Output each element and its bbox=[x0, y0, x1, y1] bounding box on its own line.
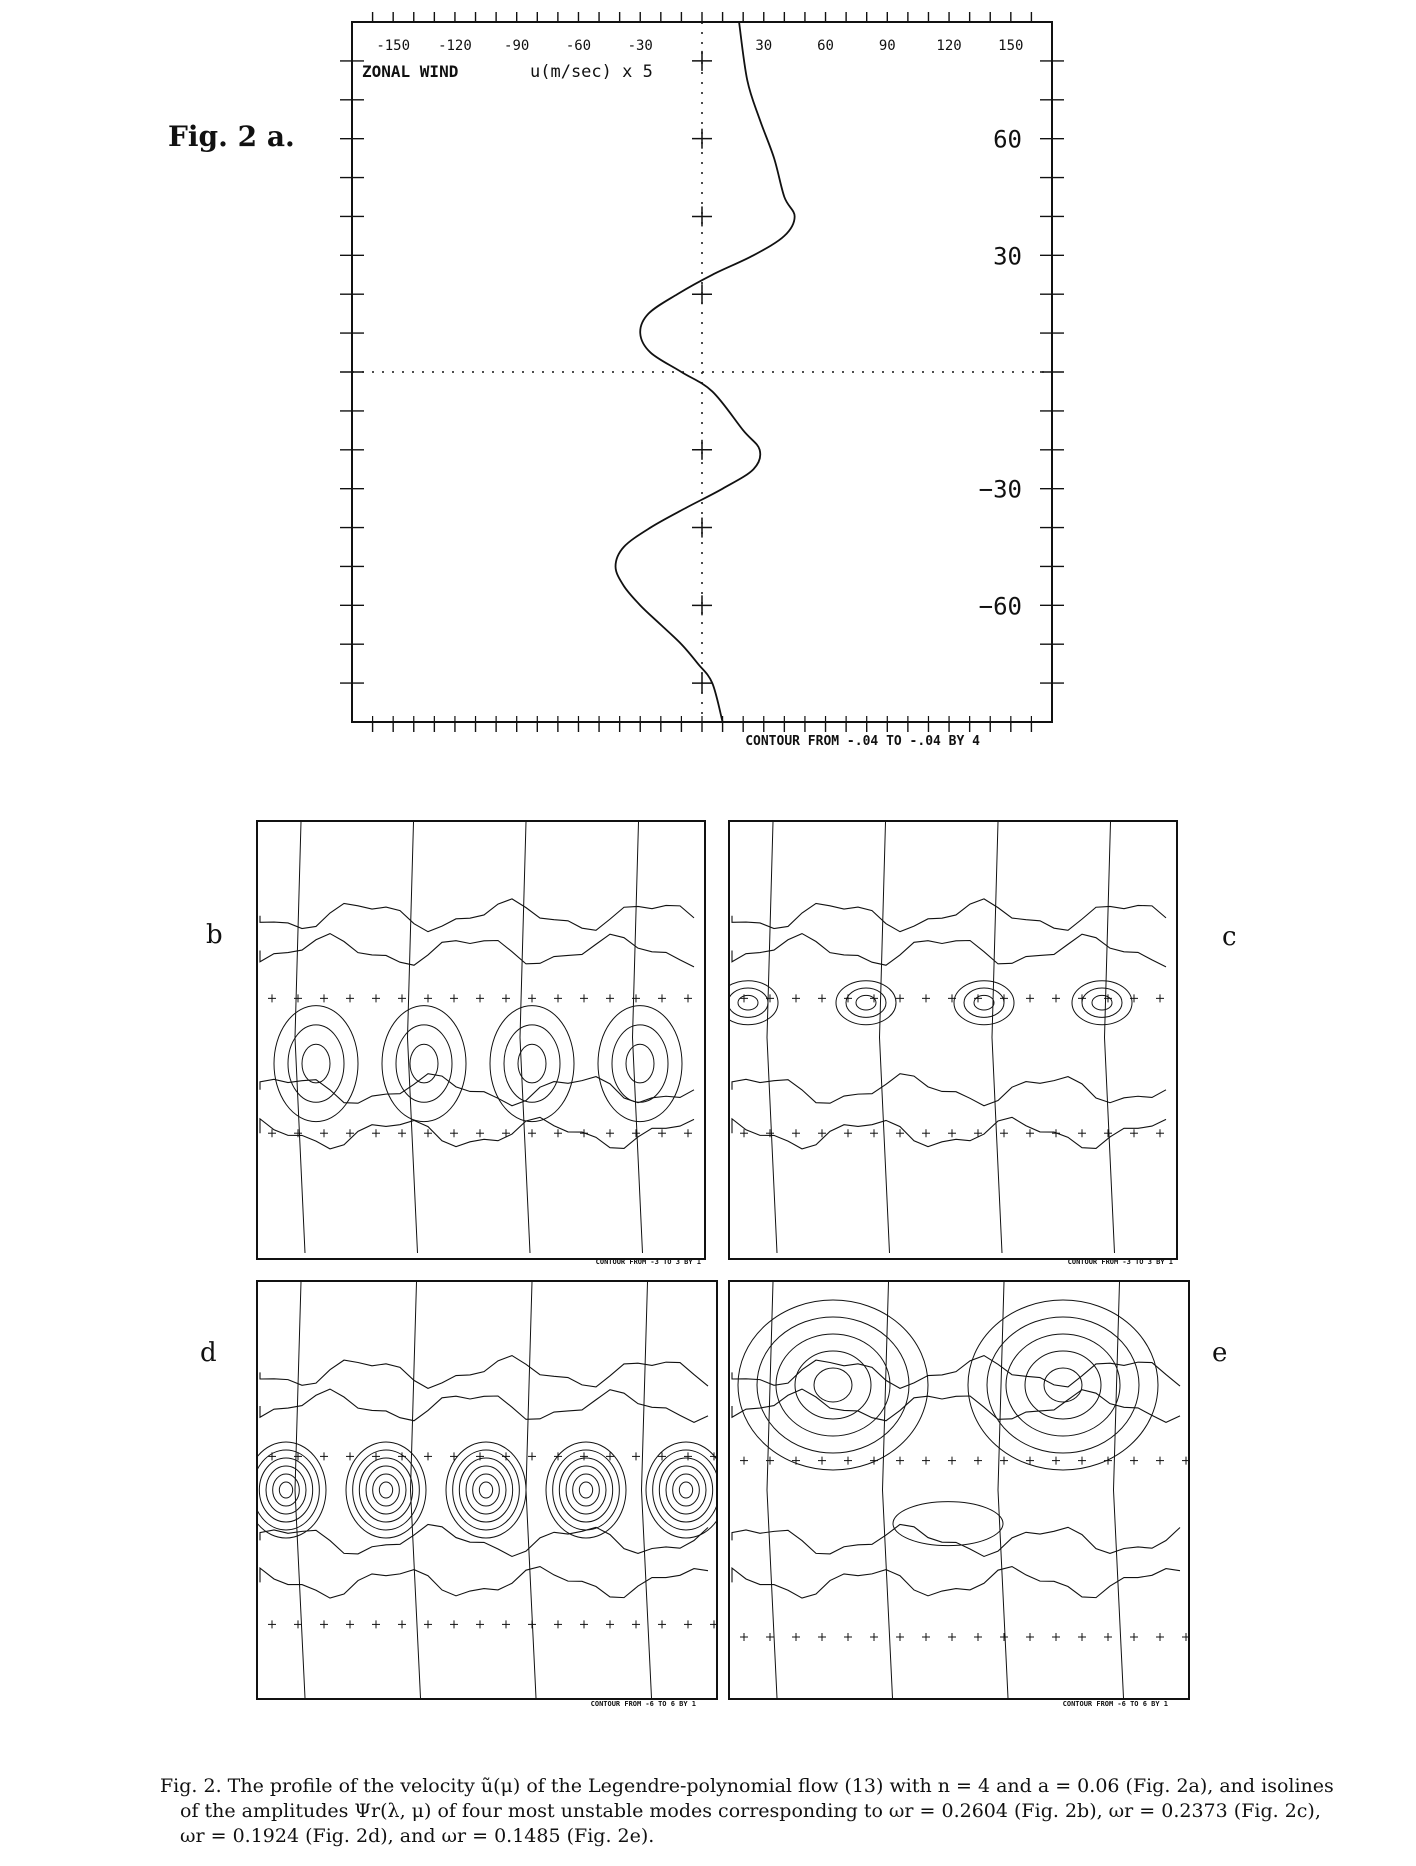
isoline bbox=[479, 1482, 492, 1498]
panel-letter-d: d bbox=[200, 1338, 217, 1368]
chart-footer: CONTOUR FROM -.04 TO -.04 BY 4 bbox=[745, 734, 980, 749]
isoline bbox=[673, 1474, 700, 1506]
coastline bbox=[260, 1567, 708, 1599]
caption-line-3: ωr = 0.1924 (Fig. 2d), and ωr = 0.1485 (Fig. 2e). bbox=[180, 1825, 655, 1847]
isoline bbox=[259, 1458, 312, 1522]
isoline bbox=[738, 1300, 928, 1470]
isoline-map-b bbox=[256, 820, 706, 1265]
coastline bbox=[732, 1074, 1166, 1106]
x-tick-label: -60 bbox=[565, 38, 592, 54]
x-tick-label: -30 bbox=[627, 38, 653, 54]
isoline bbox=[266, 1466, 306, 1514]
figure-caption bbox=[160, 1774, 1400, 1849]
x-tick-label: -90 bbox=[504, 38, 530, 54]
meridian-line bbox=[1114, 1282, 1124, 1698]
y-tick-label: −60 bbox=[978, 592, 1022, 621]
y-tick-label: 60 bbox=[993, 125, 1022, 154]
isoline bbox=[274, 1006, 358, 1122]
chart-variable-label: u(m/sec) x 5 bbox=[530, 62, 653, 82]
x-tick-label: -150 bbox=[376, 38, 411, 54]
isoline bbox=[366, 1466, 406, 1514]
isoline bbox=[1082, 988, 1122, 1017]
isoline bbox=[776, 1334, 890, 1436]
isoline bbox=[382, 1006, 466, 1122]
isoline bbox=[359, 1458, 412, 1522]
meridian-line bbox=[408, 822, 418, 1253]
isoline bbox=[353, 1450, 420, 1530]
isoline bbox=[579, 1482, 592, 1498]
isoline bbox=[1044, 1368, 1082, 1402]
map-footer-e: CONTOUR FROM -6 TO 6 BY 1 bbox=[1062, 1700, 1168, 1708]
meridian-line bbox=[1105, 822, 1115, 1253]
coastline bbox=[260, 934, 694, 967]
isoline bbox=[1092, 995, 1112, 1010]
x-tick-label: 90 bbox=[878, 38, 896, 54]
map-footer-d: CONTOUR FROM -6 TO 6 BY 1 bbox=[590, 1700, 696, 1708]
zonal-wind-chart bbox=[340, 10, 1070, 750]
meridian-line bbox=[883, 1282, 893, 1698]
chart-title: ZONAL WIND bbox=[362, 62, 459, 81]
coastline bbox=[732, 1524, 1180, 1556]
isoline bbox=[814, 1368, 852, 1402]
isoline bbox=[954, 981, 1014, 1025]
isoline bbox=[1072, 981, 1132, 1025]
panel-letter-b: b bbox=[206, 920, 223, 950]
isoline bbox=[728, 981, 778, 1025]
caption-line-1: Fig. 2. The profile of the velocity ũ(μ) of the Legendre-polynomial flow (13) with n = 4 and a = 0.06 (Fig. 2a), and isolines bbox=[160, 1775, 1334, 1797]
meridian-line bbox=[992, 822, 1002, 1253]
meridian-line bbox=[295, 1282, 305, 1698]
map-footer-b: CONTOUR FROM -3 TO 3 BY 1 bbox=[595, 1258, 701, 1265]
isoline bbox=[598, 1006, 682, 1122]
coastline bbox=[732, 1567, 1180, 1599]
isoline bbox=[836, 981, 896, 1025]
isoline bbox=[856, 995, 876, 1010]
coastline bbox=[260, 1356, 708, 1389]
isoline bbox=[518, 1044, 546, 1083]
panel-letter-c: c bbox=[1222, 922, 1237, 952]
x-tick-label: -120 bbox=[438, 38, 472, 54]
meridian-line bbox=[295, 822, 305, 1253]
isoline bbox=[566, 1466, 606, 1514]
isoline bbox=[553, 1450, 620, 1530]
isoline bbox=[379, 1482, 392, 1498]
isoline bbox=[559, 1458, 612, 1522]
isoline bbox=[738, 995, 758, 1010]
isoline bbox=[964, 988, 1004, 1017]
isoline bbox=[626, 1044, 654, 1083]
isoline bbox=[346, 1442, 426, 1538]
isoline bbox=[612, 1025, 668, 1102]
isoline bbox=[453, 1450, 520, 1530]
isoline bbox=[279, 1482, 292, 1498]
isoline bbox=[679, 1482, 692, 1498]
isoline bbox=[504, 1025, 560, 1102]
coastline bbox=[732, 1389, 1180, 1422]
x-tick-label: 30 bbox=[755, 38, 773, 54]
meridian-line bbox=[998, 1282, 1008, 1698]
isoline bbox=[666, 1466, 706, 1514]
coastline bbox=[260, 1524, 708, 1556]
x-tick-label: 120 bbox=[936, 38, 962, 54]
isoline bbox=[490, 1006, 574, 1122]
isoline bbox=[659, 1458, 712, 1522]
meridian-line bbox=[526, 1282, 536, 1698]
isoline bbox=[373, 1474, 400, 1506]
meridian-line bbox=[880, 822, 890, 1253]
coastline bbox=[732, 934, 1166, 967]
panel-letter-e: e bbox=[1212, 1338, 1228, 1368]
isoline bbox=[1006, 1334, 1120, 1436]
isoline bbox=[893, 1502, 1003, 1546]
caption-line-2: of the amplitudes Ψr(λ, μ) of four most unstable modes corresponding to ωr = 0.2604 (Fig. 2b), ωr = 0.2373 (Fig. 2c), bbox=[180, 1800, 1321, 1822]
isoline-map-d bbox=[256, 1280, 718, 1710]
isoline bbox=[653, 1450, 718, 1530]
isoline bbox=[396, 1025, 452, 1102]
isoline bbox=[466, 1466, 506, 1514]
y-tick-label: −30 bbox=[978, 475, 1022, 504]
meridian-line bbox=[633, 822, 643, 1253]
isoline bbox=[646, 1442, 718, 1538]
isoline bbox=[757, 1317, 909, 1453]
isoline bbox=[1025, 1351, 1101, 1419]
x-tick-label: 150 bbox=[998, 38, 1024, 54]
figure-label-a: Fig. 2 a. bbox=[168, 120, 295, 153]
coastline bbox=[260, 899, 694, 932]
map-footer-c: CONTOUR FROM -3 TO 3 BY 1 bbox=[1067, 1258, 1173, 1265]
isoline bbox=[302, 1044, 330, 1083]
coastline bbox=[260, 1389, 708, 1422]
isoline bbox=[728, 988, 768, 1017]
isoline bbox=[968, 1300, 1158, 1470]
meridian-line bbox=[767, 822, 777, 1253]
isoline bbox=[473, 1474, 500, 1506]
isoline-map-c bbox=[728, 820, 1178, 1265]
y-tick-label: 30 bbox=[993, 242, 1022, 271]
coastline bbox=[732, 899, 1166, 932]
isoline bbox=[459, 1458, 512, 1522]
isoline bbox=[573, 1474, 600, 1506]
isoline bbox=[974, 995, 994, 1010]
isoline-map-e bbox=[728, 1280, 1190, 1710]
x-tick-label: 60 bbox=[817, 38, 834, 54]
meridian-line bbox=[520, 822, 530, 1253]
